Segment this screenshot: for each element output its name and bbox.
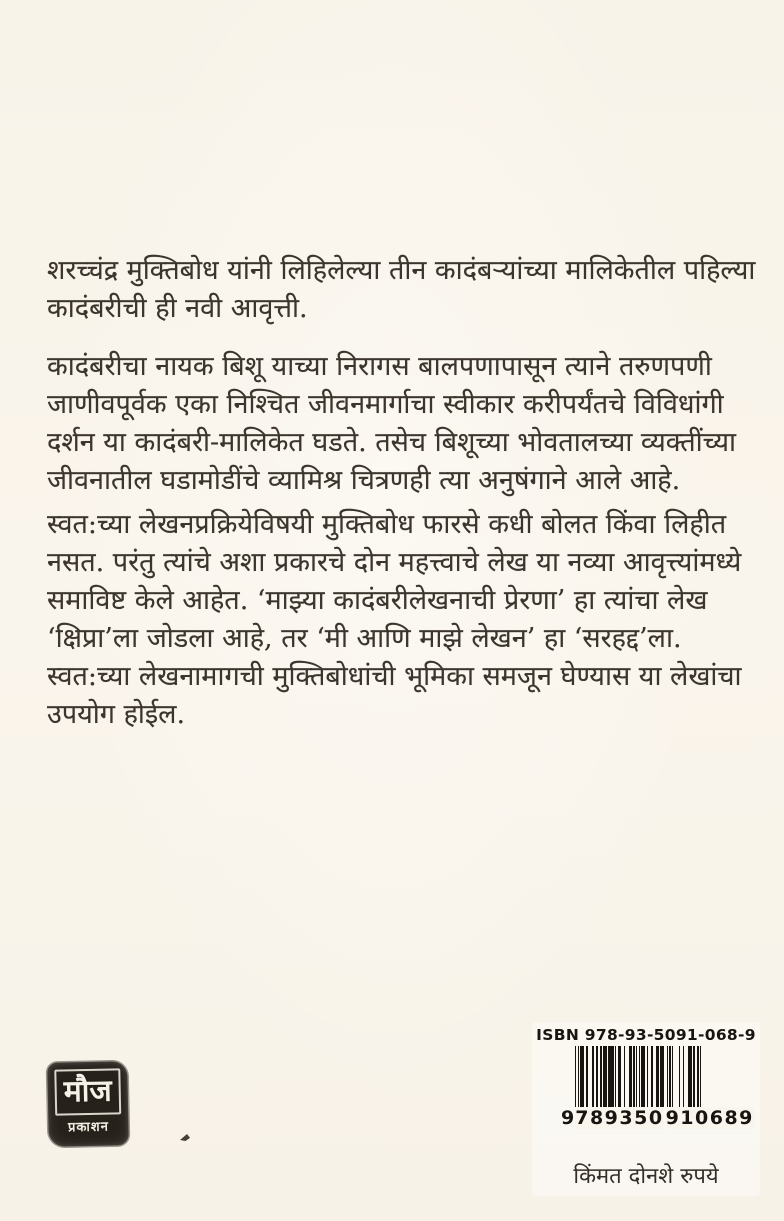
isbn-block <box>532 1022 760 1196</box>
blurb-paragraph-3 <box>47 506 747 734</box>
barcode-digit-group1: 789350 <box>575 1107 664 1129</box>
price-text: किंमत दोनशे रुपये <box>573 1164 719 1189</box>
blurb-line: समाविष्ट केले आहेत. ‘माझ्या कादंबरीलेखनाची प्रेरणा’ हा त्यांचा लेख <box>47 585 708 616</box>
isbn-label: ISBN 978-93-5091-068-9 <box>536 1026 756 1044</box>
blurb-line: शरच्चंद्र मुक्तिबोध यांनी लिहिलेल्या तीन कादंबऱ्यांच्या मालिकेतील पहिल्या <box>47 255 756 286</box>
ink-speck <box>180 1134 190 1141</box>
publisher-logo-stamp <box>47 1061 129 1147</box>
barcode-digit-lead: 9 <box>561 1107 575 1129</box>
blurb-line: जाणीवपूर्वक एका निश्चित जीवनमार्गाचा स्वीकार करीपर्यंतचे विविधांगी <box>47 389 724 420</box>
blurb-line: उपयोग होईल. <box>47 699 186 730</box>
publisher-logo-name: मौज <box>54 1068 121 1115</box>
blurb-line: दर्शन या कादंबरी-मालिकेत घडते. तसेच बिशूच्या भोवतालच्या व्यक्तींच्या <box>47 427 737 458</box>
blurb-line: स्वत:च्या लेखनप्रक्रियेविषयी मुक्तिबोध फारसे कधी बोलत किंवा लिहीत <box>47 509 727 540</box>
blurb-line: कादंबरीचा नायक बिशू याच्या निरागस बालपणापासून त्याने तरुणपणी <box>47 351 712 382</box>
barcode <box>561 1046 754 1138</box>
blurb-paragraph-1 <box>47 252 756 328</box>
blurb-line: जीवनातील घडामोडींचे व्यामिश्र चित्रणही त्या अनुषंगाने आले आहे. <box>47 465 681 496</box>
publisher-logo-subtitle: प्रकाशन <box>67 1119 110 1136</box>
blurb-paragraph-2 <box>47 348 747 500</box>
blurb-line: ‘क्षिप्रा’ला जोडला आहे, तर ‘मी आणि माझे लेखन’ हा ‘सरहद्द’ला. <box>47 623 682 654</box>
blurb-line: कादंबरीची ही नवी आवृत्ती. <box>47 293 308 324</box>
barcode-digit-group2: 910689 <box>665 1107 754 1129</box>
blurb-line: स्वत:च्या लेखनामागची मुक्तिबोधांची भूमिका समजून घेण्यास या लेखांचा <box>47 661 742 692</box>
blurb-line: नसत. परंतु त्यांचे अशा प्रकारचे दोन महत्त्वाचे लेख या नव्या आवृत्त्यांमध्ये <box>47 547 742 578</box>
barcode-digits <box>561 1107 754 1129</box>
